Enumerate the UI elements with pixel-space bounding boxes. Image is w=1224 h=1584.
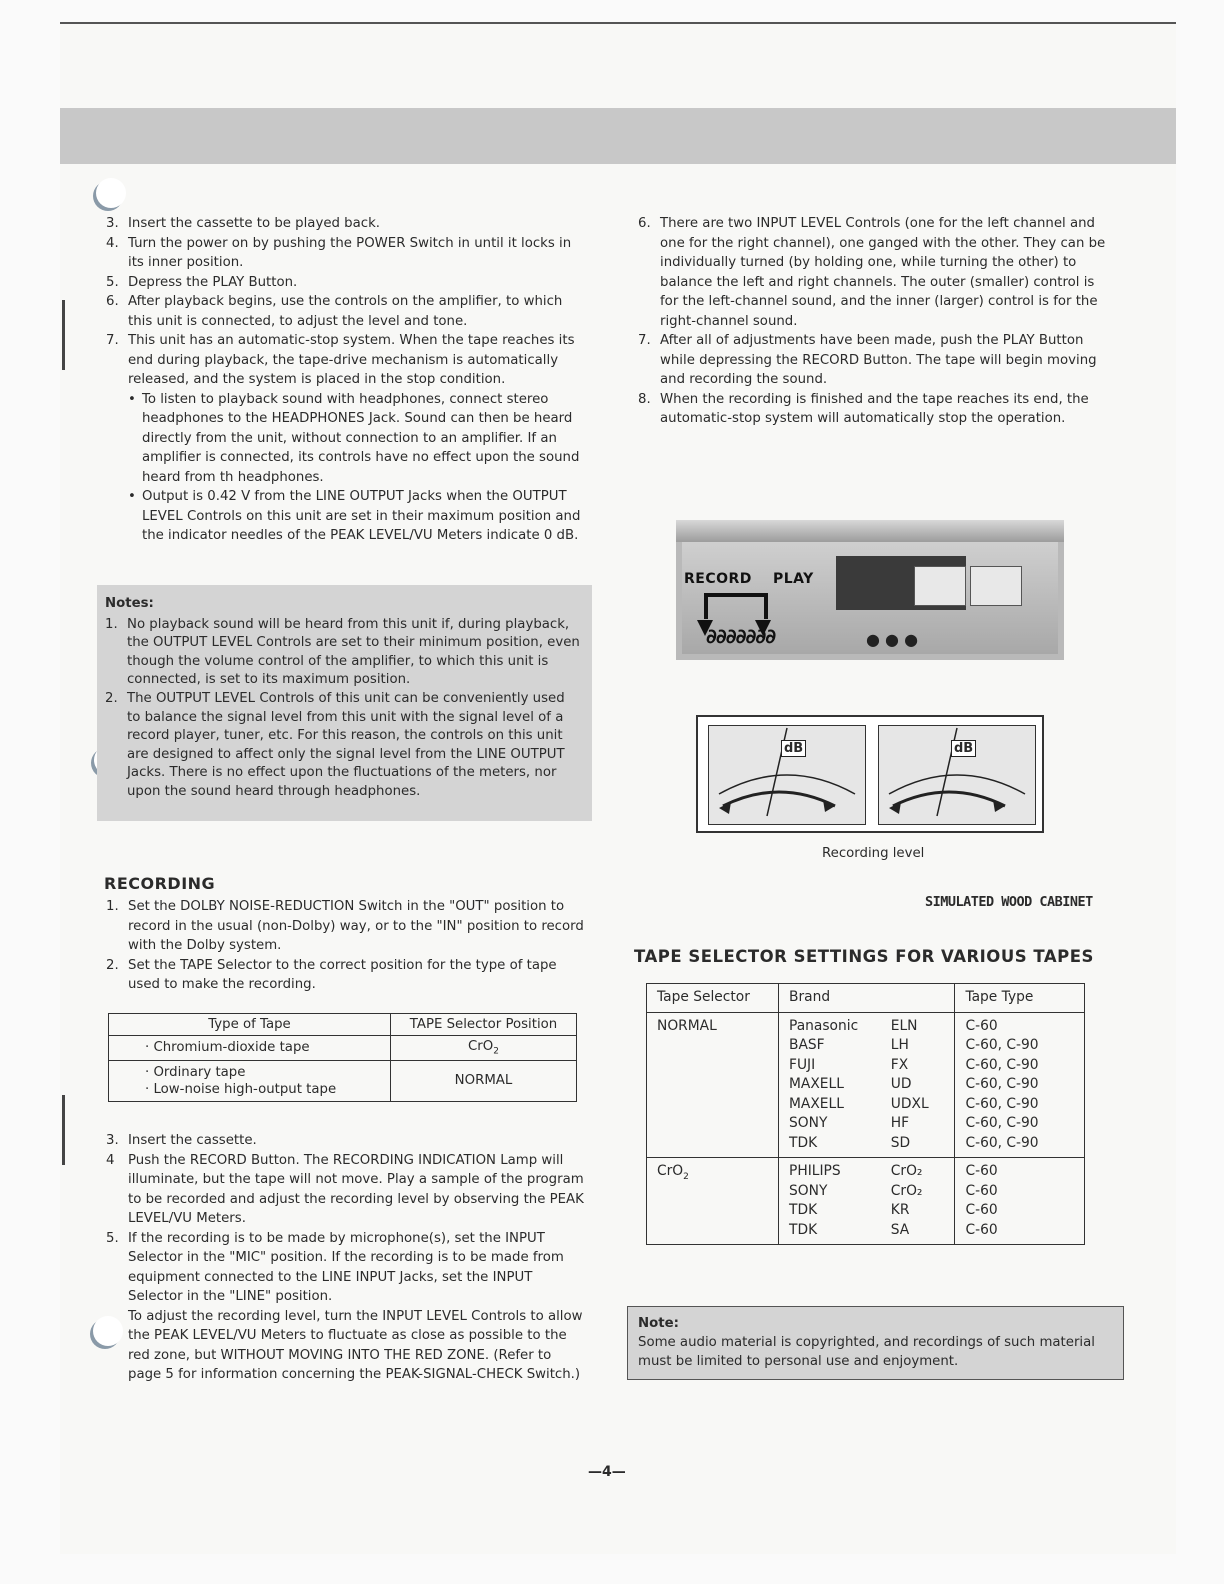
vu-meter-icon (708, 725, 866, 825)
recording-steps-b (106, 1131, 584, 1385)
table-cell: NORMAL (391, 1060, 577, 1101)
list-item: 4 Push the RECORD Button. The RECORDING INDICATION Lamp will illuminate, but the tape will not move. Play a sample of the program to be recorded and adjust the recording level by observing the PEAK LEVEL/VU Meters. (106, 1152, 584, 1226)
page-number: —4— (588, 1464, 626, 1480)
transport-buttons-icon: ∂∂∂∂∂∂∂ (706, 624, 776, 648)
list-item: 6. There are two INPUT LEVEL Controls (one for the left channel and one for the right channel), one ganged with the other. They can be individually turned (by holding one, while turning the other) to balance the left and right channels. The outer (smaller) control is for the left-channel sound, and the inner (larger) control is for the right-channel sound. (638, 216, 1106, 329)
table-cell: ELN LH FX UD UDXL HF SD (881, 1012, 955, 1158)
note-text: Some audio material is copyrighted, and recordings of such material must be limited to personal use and enjoyment. (638, 1335, 1095, 1369)
list-item: 3. Insert the cassette to be played back. (106, 216, 380, 231)
list-item: 2. Set the TAPE Selector to the correct position for the type of tape used to make the recording. (106, 957, 557, 992)
list-item: 7. This unit has an automatic-stop system. When the tape reaches its end during playback, the tape-drive mechanism is automatically released, and the system is placed in the stop condition. (106, 333, 575, 387)
table-header: Brand (779, 984, 955, 1013)
db-label: dB (781, 740, 806, 757)
table-cell: · Chromium-dioxide tape (109, 1036, 391, 1061)
record-label: RECORD (684, 571, 752, 587)
bullet-item: • Output is 0.42 V from the LINE OUTPUT Jacks when the OUTPUT LEVEL Controls on this unit are set in their maximum position and the indicator needles of the PEAK LEVEL/VU Meters indicate 0 dB. (128, 489, 581, 543)
recording-heading: RECORDING (104, 874, 216, 893)
selector-heading: TAPE SELECTOR SETTINGS FOR VARIOUS TAPES (634, 947, 1094, 966)
table-header: Type of Tape (109, 1014, 391, 1036)
list-item: 5. If the recording is to be made by microphone(s), set the INPUT Selector in the "MIC" position. If the recording is to be made from equipment connected to the LINE INPUT Jacks, set the INPUT Selector in the "LINE" position. (106, 1230, 564, 1304)
table-header: Tape Selector (647, 984, 779, 1013)
list-item-continued: To adjust the recording level, turn the INPUT LEVEL Controls to allow the PEAK LEVEL/VU Meters to fluctuate as close as possible to the red zone, but WITHOUT MOVING INTO THE RED ZONE. (Refer to page 5 for information concerning the PEAK-SIGNAL-CHECK Switch.) (128, 1308, 583, 1382)
figure-caption: Recording level (822, 846, 925, 861)
list-item: 2. The OUTPUT LEVEL Controls of this unit can be conveniently used to balance the signal level from this unit with the signal level of a record player, tuner, etc. For this reason, the controls on this unit are designed to affect only the signal level from the LINE OUTPUT Jacks. There is no effect upon the fluctuations of the meters, nor upon the sound heard through headphones. (105, 690, 565, 799)
recording-level-meters (696, 715, 1044, 833)
list-item: 1. Set the DOLBY NOISE-REDUCTION Switch in the "OUT" position to record in the usual (non-Dolby) way, or to the "IN" position to record with the Dolby system. (106, 899, 584, 953)
bullet-item: • To listen to playback sound with headphones, connect stereo headphones to the HEADPHONES Jack. Sound can then be heard directly from the unit, without connection to an amplifier. If an amplifier is connected, its controls have no effect upon the sound heard from th headphones. (128, 391, 580, 485)
table-cell: · Ordinary tape · Low-noise high-output tape (109, 1060, 391, 1101)
bracket-arrow (704, 593, 768, 619)
vu-meter-icon (878, 725, 1036, 825)
list-item: 1. No playback sound will be heard from this unit if, during playback, the OUTPUT LEVEL Controls are set to their minimum position, even though the volume control of the amplifier, to which this unit is connected, is set to its maximum position. (105, 616, 580, 688)
table-cell: CrO$_2$ (647, 1158, 779, 1245)
table-cell: CrO₂ CrO₂ KR SA (881, 1158, 955, 1245)
notes-title: Notes: (105, 596, 154, 611)
list-item: 6. After playback begins, use the controls on the amplifier, to which this unit is connected, to adjust the level and tone. (106, 294, 563, 329)
db-label: dB (951, 740, 976, 757)
playback-steps (106, 214, 584, 546)
list-item: 8. When the recording is finished and the tape reaches its end, the automatic-stop system will automatically stop the operation. (638, 391, 1089, 426)
knobs-icon: ● ● ● (866, 630, 919, 649)
tape-type-table (108, 1013, 577, 1102)
table-row (647, 1012, 1085, 1158)
table-cell: C-60 C-60, C-90 C-60, C-90 C-60, C-90 C-60, C-90 C-60, C-90 C-60, C-90 (955, 1012, 1085, 1158)
list-item: 4. Turn the power on by pushing the POWER Switch in until it locks in its inner position. (106, 235, 572, 270)
table-cell: PHILIPS SONY TDK TDK (779, 1158, 881, 1245)
table-cell: CrO$_2$ (391, 1036, 577, 1061)
note-title: Note: (638, 1316, 679, 1331)
header-band (60, 108, 1176, 164)
table-cell: C-60 C-60 C-60 C-60 (955, 1158, 1085, 1245)
list-item: 3. Insert the cassette. (106, 1133, 257, 1148)
cabinet-caption: SIMULATED WOOD CABINET (925, 894, 1093, 910)
list-item: 7. After all of adjustments have been made, push the PLAY Button while depressing the RECORD Button. The tape will begin moving and recording the sound. (638, 333, 1097, 387)
vu-meter-icon (914, 566, 966, 606)
tape-selector-table (646, 983, 1085, 1245)
binder-mark (62, 1095, 65, 1165)
note-box (627, 1306, 1124, 1380)
list-item: 5. Depress the PLAY Button. (106, 274, 298, 290)
table-cell: NORMAL (647, 1012, 779, 1158)
table-cell: Panasonic BASF FUJI MAXELL MAXELL SONY TDK (779, 1012, 881, 1158)
table-header: Tape Type (955, 984, 1085, 1013)
binder-mark (62, 300, 65, 370)
binder-hole (96, 178, 126, 208)
notes-box (97, 585, 592, 821)
table-row (647, 1158, 1085, 1245)
recording-steps-a (106, 897, 584, 995)
play-label: PLAY (773, 571, 814, 587)
recording-steps-c (638, 214, 1116, 429)
table-header: TAPE Selector Position (391, 1014, 577, 1036)
deck-photo (676, 520, 1064, 660)
vu-meter-icon (970, 566, 1022, 606)
